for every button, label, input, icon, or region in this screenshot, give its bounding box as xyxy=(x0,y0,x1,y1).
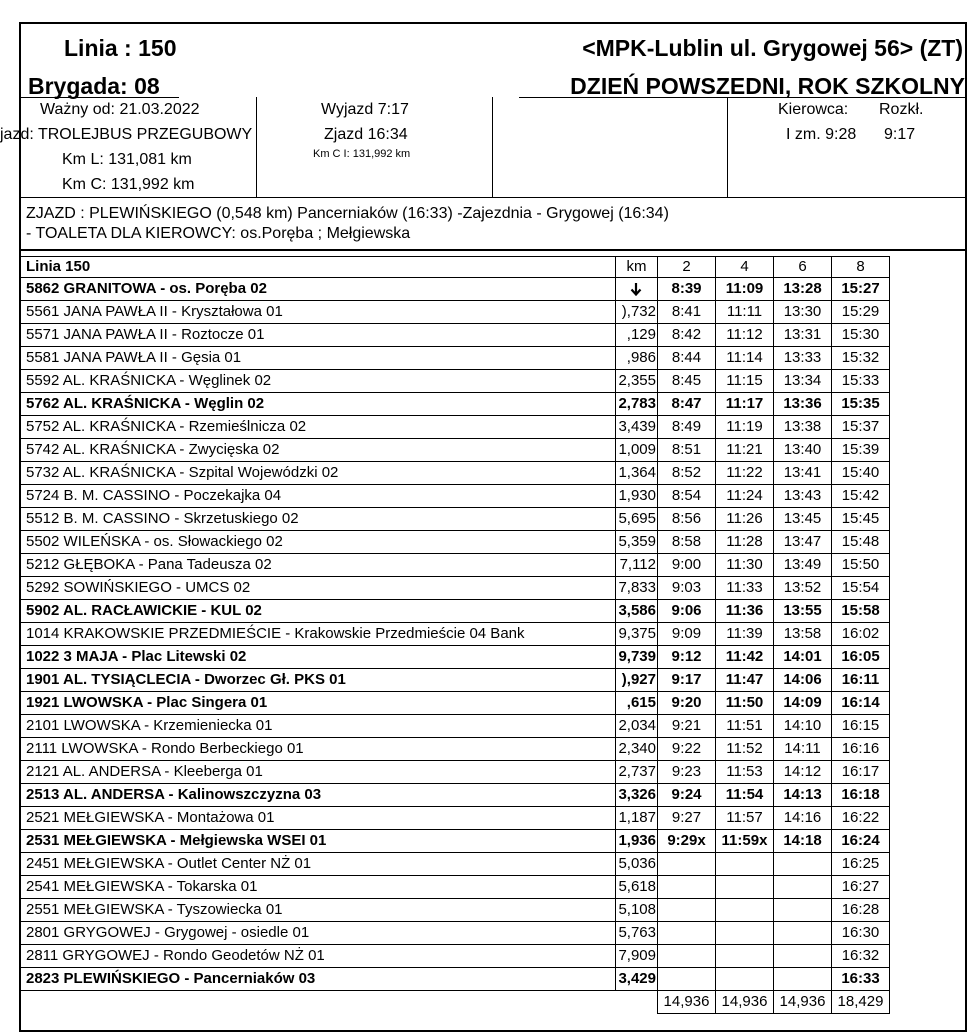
departure-time: 13:33 xyxy=(774,347,832,370)
departure-time: 8:47 xyxy=(658,393,716,416)
departure-time xyxy=(658,968,716,991)
stop-km: 7,909 xyxy=(616,945,658,968)
stop-km: 2,034 xyxy=(616,715,658,738)
table-row xyxy=(20,715,890,738)
totals-spacer xyxy=(20,991,616,1014)
table-row xyxy=(20,922,890,945)
departure-time: 8:54 xyxy=(658,485,716,508)
departure-time: 14:11 xyxy=(774,738,832,761)
km-c: Km C: 131,992 km xyxy=(62,176,195,193)
column-header: 4 xyxy=(716,257,774,278)
stop-name: 5581 JANA PAWŁA II - Gęsia 01 xyxy=(20,347,616,370)
departure-time: 13:31 xyxy=(774,324,832,347)
day-type: DZIEŃ POWSZEDNI, ROK SZKOLNY xyxy=(570,73,965,99)
stop-km: 1,364 xyxy=(616,462,658,485)
table-row xyxy=(20,807,890,830)
table-row xyxy=(20,761,890,784)
total-km: 14,936 xyxy=(774,991,832,1014)
departure-time: 11:19 xyxy=(716,416,774,439)
departure-time: 11:52 xyxy=(716,738,774,761)
departure-time xyxy=(658,945,716,968)
table-row xyxy=(20,554,890,577)
departure-time: 16:18 xyxy=(832,784,890,807)
departure-time: 15:33 xyxy=(832,370,890,393)
stop-km: 3,439 xyxy=(616,416,658,439)
departure-time: 15:32 xyxy=(832,347,890,370)
table-row xyxy=(20,462,890,485)
departure-time: 13:55 xyxy=(774,600,832,623)
table-row xyxy=(20,370,890,393)
stop-km: 5,618 xyxy=(616,876,658,899)
stop-name: 1022 3 MAJA - Plac Litewski 02 xyxy=(20,646,616,669)
stop-name: 1014 KRAKOWSKIE PRZEDMIEŚCIE - Krakowskie Przedmieście 04 Bank xyxy=(20,623,616,646)
table-row xyxy=(20,485,890,508)
departure-time xyxy=(716,968,774,991)
departure-time: 14:06 xyxy=(774,669,832,692)
departure-time: 15:30 xyxy=(832,324,890,347)
stop-km xyxy=(616,278,658,301)
total-km: 18,429 xyxy=(832,991,890,1014)
departure-time: 11:47 xyxy=(716,669,774,692)
departure-time: 11:51 xyxy=(716,715,774,738)
table-row xyxy=(20,646,890,669)
departure-time: 9:24 xyxy=(658,784,716,807)
km-l: Km L: 131,081 km xyxy=(62,151,192,168)
departure-time: 11:54 xyxy=(716,784,774,807)
table-row xyxy=(20,600,890,623)
departure-time: 11:57 xyxy=(716,807,774,830)
departure-time xyxy=(774,853,832,876)
departure-time xyxy=(774,968,832,991)
departure-time: 16:22 xyxy=(832,807,890,830)
stop-name: 5762 AL. KRAŚNICKA - Węglin 02 xyxy=(20,393,616,416)
table-row xyxy=(20,830,890,853)
departure-time: 11:30 xyxy=(716,554,774,577)
stop-name: 2811 GRYGOWEJ - Rondo Geodetów NŻ 01 xyxy=(20,945,616,968)
departure-time: 16:14 xyxy=(832,692,890,715)
departure-time: 8:58 xyxy=(658,531,716,554)
departure-time: 14:01 xyxy=(774,646,832,669)
stop-name: 5732 AL. KRAŚNICKA - Szpital Wojewódzki 02 xyxy=(20,462,616,485)
table-row xyxy=(20,416,890,439)
departure-time xyxy=(716,876,774,899)
brigade-number: Brygada: 08 xyxy=(28,73,160,99)
departure-time: 11:42 xyxy=(716,646,774,669)
departure-time: 13:49 xyxy=(774,554,832,577)
departure-time: 11:28 xyxy=(716,531,774,554)
departure-time: 15:42 xyxy=(832,485,890,508)
totals-spacer xyxy=(616,991,658,1014)
stop-name: 2111 LWOWSKA - Rondo Berbeckiego 01 xyxy=(20,738,616,761)
departure-time: 11:15 xyxy=(716,370,774,393)
departure-time: 15:45 xyxy=(832,508,890,531)
departure-time: 13:58 xyxy=(774,623,832,646)
table-row xyxy=(20,324,890,347)
stop-name: 2823 PLEWIŃSKIEGO - Pancerniaków 03 xyxy=(20,968,616,991)
departure-time: 14:16 xyxy=(774,807,832,830)
table-row xyxy=(20,508,890,531)
departure-time: 13:40 xyxy=(774,439,832,462)
stop-name: 2521 MEŁGIEWSKA - Montażowa 01 xyxy=(20,807,616,830)
departure-time: 11:09 xyxy=(716,278,774,301)
departure-time: 11:53 xyxy=(716,761,774,784)
departure-time: 13:52 xyxy=(774,577,832,600)
column-header: 8 xyxy=(832,257,890,278)
departure-time: 15:35 xyxy=(832,393,890,416)
departure-time xyxy=(774,876,832,899)
info-top-rule xyxy=(19,97,179,98)
departure-time: 16:15 xyxy=(832,715,890,738)
table-row xyxy=(20,692,890,715)
stop-km: 1,930 xyxy=(616,485,658,508)
stop-km: 9,375 xyxy=(616,623,658,646)
column-header: 6 xyxy=(774,257,832,278)
stop-name: 5561 JANA PAWŁA II - Kryształowa 01 xyxy=(20,301,616,324)
departure-time: 9:27 xyxy=(658,807,716,830)
stop-name: 2121 AL. ANDERSA - Kleeberga 01 xyxy=(20,761,616,784)
total-km: 14,936 xyxy=(658,991,716,1014)
table-row xyxy=(20,784,890,807)
departure-time: 9:20 xyxy=(658,692,716,715)
stop-km: 2,737 xyxy=(616,761,658,784)
table-row xyxy=(20,623,890,646)
stop-name: 5752 AL. KRAŚNICKA - Rzemieślnicza 02 xyxy=(20,416,616,439)
depot-name: <MPK-Lublin ul. Grygowej 56> (ZT) xyxy=(582,35,963,61)
table-row xyxy=(20,278,890,301)
stop-km: 1,187 xyxy=(616,807,658,830)
stop-name: 2531 MEŁGIEWSKA - Mełgiewska WSEI 01 xyxy=(20,830,616,853)
return-time: Zjazd 16:34 xyxy=(324,126,408,143)
table-row xyxy=(20,968,890,991)
stop-name: 5512 B. M. CASSINO - Skrzetuskiego 02 xyxy=(20,508,616,531)
stop-name: 2541 MEŁGIEWSKA - Tokarska 01 xyxy=(20,876,616,899)
departure-time: 11:22 xyxy=(716,462,774,485)
table-row xyxy=(20,301,890,324)
departure-time: 13:36 xyxy=(774,393,832,416)
departure-time xyxy=(716,853,774,876)
table-row xyxy=(20,393,890,416)
stop-name: 5212 GŁĘBOKA - Pana Tadeusza 02 xyxy=(20,554,616,577)
departure-time: 15:27 xyxy=(832,278,890,301)
departure-time: 15:54 xyxy=(832,577,890,600)
stop-km: ,129 xyxy=(616,324,658,347)
departure-time: 15:58 xyxy=(832,600,890,623)
departure-time: 16:32 xyxy=(832,945,890,968)
departure-time: 9:22 xyxy=(658,738,716,761)
departure-time: 11:12 xyxy=(716,324,774,347)
departure-time: 9:29x xyxy=(658,830,716,853)
stop-km: 2,783 xyxy=(616,393,658,416)
column-header: 2 xyxy=(658,257,716,278)
departure-time: 11:26 xyxy=(716,508,774,531)
departure-time: 8:41 xyxy=(658,301,716,324)
departure-time: 11:33 xyxy=(716,577,774,600)
departure-time: 15:37 xyxy=(832,416,890,439)
stop-km: 3,326 xyxy=(616,784,658,807)
departure-time xyxy=(774,945,832,968)
driver-value: Rozkł. xyxy=(879,101,924,118)
departure-time: 16:16 xyxy=(832,738,890,761)
departure-time xyxy=(774,899,832,922)
arrow-down-icon xyxy=(630,282,642,296)
departure-time: 9:09 xyxy=(658,623,716,646)
departure-time: 11:11 xyxy=(716,301,774,324)
departure-time: 8:52 xyxy=(658,462,716,485)
departure-time: 16:28 xyxy=(832,899,890,922)
departure-time: 16:17 xyxy=(832,761,890,784)
departure-time: 9:12 xyxy=(658,646,716,669)
departure-time xyxy=(716,922,774,945)
stop-name: 5902 AL. RACŁAWICKIE - KUL 02 xyxy=(20,600,616,623)
table-row xyxy=(20,669,890,692)
stop-name: 2551 MEŁGIEWSKA - Tyszowiecka 01 xyxy=(20,899,616,922)
departure-time: 8:49 xyxy=(658,416,716,439)
departure-time: 11:21 xyxy=(716,439,774,462)
departure-time: 15:29 xyxy=(832,301,890,324)
departure-time: 13:43 xyxy=(774,485,832,508)
stop-name: 5592 AL. KRAŚNICKA - Węglinek 02 xyxy=(20,370,616,393)
stop-name: 5292 SOWIŃSKIEGO - UMCS 02 xyxy=(20,577,616,600)
departure-time: 9:06 xyxy=(658,600,716,623)
departure-time: 16:25 xyxy=(832,853,890,876)
departure-time: 9:00 xyxy=(658,554,716,577)
stop-name: 5571 JANA PAWŁA II - Roztocze 01 xyxy=(20,324,616,347)
stop-km: 5,108 xyxy=(616,899,658,922)
km-c-i: Km C I: 131,992 km xyxy=(313,148,411,160)
stop-km: 1,009 xyxy=(616,439,658,462)
table-row xyxy=(20,439,890,462)
departure-time: 15:39 xyxy=(832,439,890,462)
stop-km: 5,036 xyxy=(616,853,658,876)
stop-name: 2451 MEŁGIEWSKA - Outlet Center NŻ 01 xyxy=(20,853,616,876)
stop-km: ,986 xyxy=(616,347,658,370)
departure-time: 9:21 xyxy=(658,715,716,738)
departure-time: 9:17 xyxy=(658,669,716,692)
departure-time: 11:50 xyxy=(716,692,774,715)
km-header: km xyxy=(616,257,658,278)
departure-time: 11:17 xyxy=(716,393,774,416)
table-row xyxy=(20,899,890,922)
departure-time: 13:34 xyxy=(774,370,832,393)
departure-time: 8:39 xyxy=(658,278,716,301)
departure-time: 16:27 xyxy=(832,876,890,899)
driver-label: Kierowca: xyxy=(778,101,849,118)
departure-time: 11:36 xyxy=(716,600,774,623)
departure-time: 11:39 xyxy=(716,623,774,646)
departure-time: 16:24 xyxy=(832,830,890,853)
departure-time xyxy=(658,876,716,899)
departure-time: 9:03 xyxy=(658,577,716,600)
departure-time: 15:48 xyxy=(832,531,890,554)
table-row xyxy=(20,347,890,370)
valid-from: Ważny od: 21.03.2022 xyxy=(40,101,200,118)
departure-time: 16:33 xyxy=(832,968,890,991)
stop-name: 1901 AL. TYSIĄCLECIA - Dworzec Gł. PKS 01 xyxy=(20,669,616,692)
departure-time: 8:51 xyxy=(658,439,716,462)
return-route-note: ZJAZD : PLEWIŃSKIEGO (0,548 km) Pancerniaków (16:33) -Zajezdnia - Grygowej (16:34) xyxy=(26,205,669,222)
departure-time: 14:09 xyxy=(774,692,832,715)
departure-time xyxy=(774,922,832,945)
departure-time: 15:40 xyxy=(832,462,890,485)
toilet-note: - TOALETA DLA KIEROWCY: os.Poręba ; Mełgiewska xyxy=(26,225,411,242)
departure-time xyxy=(658,922,716,945)
departure-time: 8:56 xyxy=(658,508,716,531)
stop-name: 5742 AL. KRAŚNICKA - Zwycięska 02 xyxy=(20,439,616,462)
departure-time: 16:05 xyxy=(832,646,890,669)
stop-km: 3,586 xyxy=(616,600,658,623)
table-row xyxy=(20,876,890,899)
line-number: Linia : 150 xyxy=(64,35,177,61)
departure-time: 11:14 xyxy=(716,347,774,370)
departure-time xyxy=(716,945,774,968)
stop-km: 2,355 xyxy=(616,370,658,393)
departure-time: 11:24 xyxy=(716,485,774,508)
departure-time: 8:44 xyxy=(658,347,716,370)
stop-km: ),927 xyxy=(616,669,658,692)
departure-time: 13:30 xyxy=(774,301,832,324)
departure-time: 15:50 xyxy=(832,554,890,577)
departure-time xyxy=(658,853,716,876)
departure-time: 11:59x xyxy=(716,830,774,853)
stop-km: 5,695 xyxy=(616,508,658,531)
departure-time: 14:12 xyxy=(774,761,832,784)
shift-value: 9:17 xyxy=(884,126,916,143)
stop-km: 9,739 xyxy=(616,646,658,669)
table-row xyxy=(20,577,890,600)
departure-time: 14:13 xyxy=(774,784,832,807)
stop-km: 5,359 xyxy=(616,531,658,554)
table-row xyxy=(20,531,890,554)
stop-name: 5502 WILEŃSKA - os. Słowackiego 02 xyxy=(20,531,616,554)
departure-time: Wyjazd 7:17 xyxy=(321,101,409,118)
table-row xyxy=(20,738,890,761)
table-row xyxy=(20,853,890,876)
stop-km: ,615 xyxy=(616,692,658,715)
table-row xyxy=(20,945,890,968)
totals-row xyxy=(20,991,890,1014)
stop-km: 1,936 xyxy=(616,830,658,853)
departure-time: 13:38 xyxy=(774,416,832,439)
departure-time: 16:02 xyxy=(832,623,890,646)
stop-name: 2513 AL. ANDERSA - Kalinowszczyzna 03 xyxy=(20,784,616,807)
stop-name: 5862 GRANITOWA - os. Poręba 02 xyxy=(20,278,616,301)
daytype-underline xyxy=(519,97,967,98)
stop-name: 5724 B. M. CASSINO - Poczekajka 04 xyxy=(20,485,616,508)
departure-time: 14:10 xyxy=(774,715,832,738)
vehicle-type: jazd: TROLEJBUS PRZEGUBOWY xyxy=(0,126,253,143)
departure-time: 13:28 xyxy=(774,278,832,301)
stop-km: 7,112 xyxy=(616,554,658,577)
stop-km: 2,340 xyxy=(616,738,658,761)
departure-time: 8:45 xyxy=(658,370,716,393)
stop-km: 3,429 xyxy=(616,968,658,991)
departure-time: 13:45 xyxy=(774,508,832,531)
departure-time: 8:42 xyxy=(658,324,716,347)
stop-name: 2801 GRYGOWEJ - Grygowej - osiedle 01 xyxy=(20,922,616,945)
departure-time: 16:30 xyxy=(832,922,890,945)
departure-time: 13:41 xyxy=(774,462,832,485)
shift-label: I zm. 9:28 xyxy=(786,126,857,143)
departure-time: 16:11 xyxy=(832,669,890,692)
timetable-header xyxy=(20,257,890,278)
departure-time xyxy=(658,899,716,922)
departure-time xyxy=(716,899,774,922)
departure-time: 9:23 xyxy=(658,761,716,784)
stop-name: 2101 LWOWSKA - Krzemieniecka 01 xyxy=(20,715,616,738)
total-km: 14,936 xyxy=(716,991,774,1014)
stop-km: ),732 xyxy=(616,301,658,324)
departure-time: 14:18 xyxy=(774,830,832,853)
timetable xyxy=(19,256,890,1014)
stop-name: 1921 LWOWSKA - Plac Singera 01 xyxy=(20,692,616,715)
departure-time: 13:47 xyxy=(774,531,832,554)
stop-km: 5,763 xyxy=(616,922,658,945)
table-title: Linia 150 xyxy=(20,257,616,278)
stop-km: 7,833 xyxy=(616,577,658,600)
